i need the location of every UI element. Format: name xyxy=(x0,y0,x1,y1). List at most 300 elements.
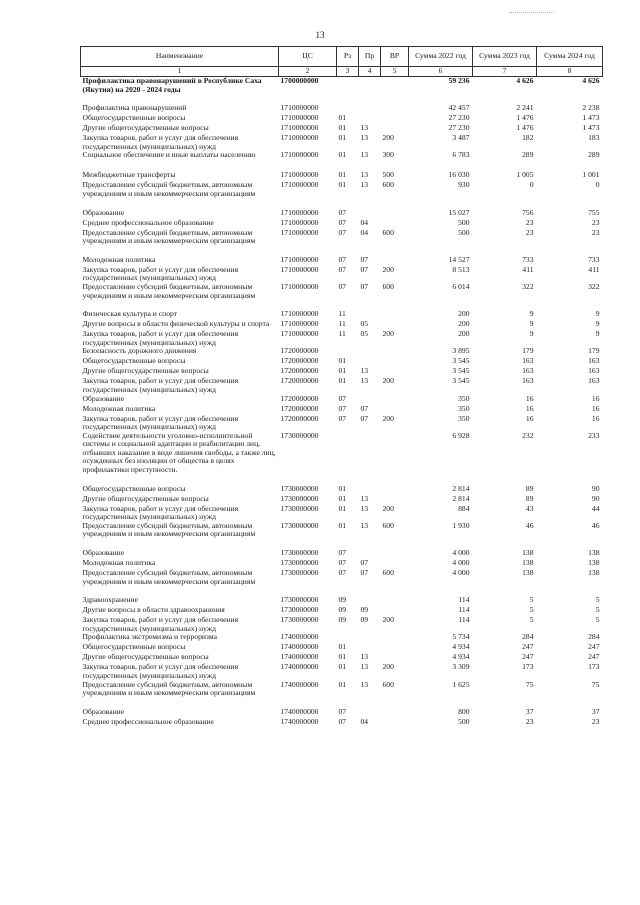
column-number: 6 xyxy=(409,67,473,77)
cell-cs: 1740000000 xyxy=(280,679,319,689)
header-sum-2022: Сумма 2022 год xyxy=(409,47,473,67)
cell-rz: 11 xyxy=(338,319,346,329)
cell-sum-2022: 200 xyxy=(458,329,470,339)
cell-name: Профилактика правонарушений xyxy=(82,103,187,113)
cell-sum-2022: 27 230 xyxy=(448,113,470,123)
cell-vr: 200 xyxy=(382,329,394,339)
cell-sum-2022: 6 928 xyxy=(452,430,470,440)
cell-sum-2022: 114 xyxy=(458,605,470,615)
cell-cs: 1730000000 xyxy=(280,568,319,578)
table-body xyxy=(81,77,603,728)
cell-pr: 09 xyxy=(360,605,369,615)
header-name: Наименование xyxy=(81,47,279,67)
cell-pr: 07 xyxy=(360,558,369,568)
cell-pr xyxy=(359,347,381,357)
cell-pr xyxy=(359,77,381,95)
cell-sum-2024: 247 xyxy=(588,642,600,652)
column-number: 5 xyxy=(381,67,409,77)
cell-pr xyxy=(359,395,381,405)
cell-vr xyxy=(381,485,409,495)
cell-sum-2022: 350 xyxy=(458,413,470,423)
cell-name: Образование xyxy=(82,548,125,558)
cell-rz: 01 xyxy=(338,356,347,366)
cell-vr: 200 xyxy=(382,264,394,274)
cell-sum-2024: 138 xyxy=(588,558,600,568)
column-number: 7 xyxy=(473,67,537,77)
cell-vr xyxy=(381,114,409,124)
cell-sum-2023: 756 xyxy=(522,207,534,217)
cell-rz: 07 xyxy=(338,207,347,217)
cell-rz: 07 xyxy=(338,706,347,716)
cell-rz: 01 xyxy=(338,662,347,672)
cell-sum-2023: 322 xyxy=(522,281,534,291)
cell-sum-2024: 289 xyxy=(588,150,600,160)
cell-sum-2024: 284 xyxy=(588,632,600,642)
cell-vr xyxy=(381,347,409,357)
cell-sum-2023: 5 xyxy=(529,615,534,625)
header-pr: Пр xyxy=(359,47,381,67)
cell-pr: 13 xyxy=(360,679,369,689)
cell-vr xyxy=(381,405,409,415)
cell-rz: 09 xyxy=(338,615,347,625)
cell-sum-2024: 9 xyxy=(595,309,600,319)
cell-sum-2022: 500 xyxy=(458,716,470,726)
cell-rz: 07 xyxy=(338,548,347,558)
cell-name: Другие общегосударственные вопросы xyxy=(82,123,209,133)
cell-name: Среднее профессиональное образование xyxy=(82,217,214,227)
cell-sum-2022: 3 545 xyxy=(452,356,470,366)
cell-rz: 09 xyxy=(338,605,347,615)
column-number: 3 xyxy=(337,67,359,77)
cell-sum-2023: 9 xyxy=(529,309,534,319)
cell-rz: 01 xyxy=(338,520,347,530)
cell-pr xyxy=(359,104,381,114)
cell-cs: 1720000000 xyxy=(280,346,319,356)
cell-name: Предоставление субсидий бюджетным, автономным учреждениям и иным некоммерческим организациям xyxy=(82,679,256,698)
cell-sum-2023: 179 xyxy=(522,346,534,356)
cell-sum-2022: 1 930 xyxy=(452,520,470,530)
cell-vr: 600 xyxy=(382,679,394,689)
cell-sum-2022: 2 814 xyxy=(452,493,470,503)
cell-sum-2022: 4 000 xyxy=(452,568,470,578)
cell-pr: 05 xyxy=(360,319,369,329)
cell-sum-2024: 755 xyxy=(588,207,600,217)
cell-sum-2023: 1 005 xyxy=(516,170,534,180)
cell-sum-2024: 23 xyxy=(591,217,600,227)
cell-sum-2024: 4 626 xyxy=(582,76,600,85)
cell-vr xyxy=(381,77,409,95)
cell-vr: 300 xyxy=(382,150,394,160)
cell-sum-2023: 232 xyxy=(522,430,534,440)
cell-sum-2022: 5 734 xyxy=(452,632,470,642)
cell-name: Предоставление субсидий бюджетным, автономным учреждениям и иным некоммерческим организациям xyxy=(82,281,256,300)
cell-sum-2022: 3 487 xyxy=(452,133,470,143)
cell-rz: 07 xyxy=(338,716,347,726)
cell-name: Образование xyxy=(82,706,125,716)
cell-sum-2024: 5 xyxy=(595,595,600,605)
cell-sum-2023: 9 xyxy=(529,319,534,329)
cell-sum-2022: 8 513 xyxy=(452,264,470,274)
cell-name: Молодежная политика xyxy=(82,558,156,568)
table-row xyxy=(81,616,603,633)
cell-pr: 04 xyxy=(360,217,369,227)
cell-vr xyxy=(381,718,409,728)
cell-name: Закупка товаров, работ и услуг для обеспечения государственных (муниципальных) нужд xyxy=(82,615,239,633)
cell-pr: 07 xyxy=(360,413,369,423)
cell-rz: 01 xyxy=(338,642,347,652)
scan-mark xyxy=(510,12,554,14)
cell-name: Предоставление субсидий бюджетным, автономным учреждениям и иным некоммерческим организациям xyxy=(82,520,256,539)
cell-cs: 1710000000 xyxy=(280,254,319,264)
cell-cs: 1740000000 xyxy=(280,652,319,662)
cell-sum-2022: 114 xyxy=(458,595,470,605)
cell-sum-2022: 3 309 xyxy=(452,662,470,672)
table-row xyxy=(81,663,603,680)
cell-vr xyxy=(381,357,409,367)
cell-name: Предоставление субсидий бюджетным, автономным учреждениям и иным некоммерческим организациям xyxy=(82,180,256,198)
cell-name: Предоставление субсидий бюджетным, автономным учреждениям и иным некоммерческим организациям xyxy=(82,227,256,246)
table-row xyxy=(81,395,603,405)
page-number: 13 xyxy=(315,30,325,40)
cell-sum-2024: 1 473 xyxy=(582,123,600,133)
cell-pr: 13 xyxy=(360,366,369,376)
cell-sum-2023: 2 241 xyxy=(516,103,534,113)
cell-cs: 1710000000 xyxy=(280,180,319,190)
cell-rz: 09 xyxy=(338,595,347,605)
cell-pr: 04 xyxy=(360,227,369,237)
cell-name: Содействие деятельности уголовно-исполнительной системы и социальной адаптации и реабилитации лиц, отбывших наказание в виде лишения свободы, а также лиц, осужденных без изоляции от общества в целях профилактики преступности. xyxy=(82,430,276,475)
cell-pr: 13 xyxy=(360,662,369,672)
cell-sum-2022: 114 xyxy=(458,615,470,625)
cell-sum-2023: 733 xyxy=(522,254,534,264)
cell-rz xyxy=(337,77,359,95)
cell-name: Профилактика правонарушений в Республике Саха (Якутия) на 2020 - 2024 годы xyxy=(82,76,262,94)
cell-pr: 13 xyxy=(360,180,369,190)
cell-sum-2022: 3 895 xyxy=(452,346,470,356)
cell-sum-2022: 2 814 xyxy=(452,483,470,493)
cell-vr xyxy=(381,708,409,718)
cell-vr xyxy=(381,209,409,219)
cell-sum-2022: 15 027 xyxy=(448,207,470,217)
cell-sum-2023: 411 xyxy=(522,264,534,274)
cell-name: Другие вопросы в области здравоохранения xyxy=(82,605,225,615)
cell-rz: 01 xyxy=(338,133,347,143)
cell-sum-2023: 5 xyxy=(529,605,534,615)
cell-rz: 07 xyxy=(338,264,347,274)
cell-sum-2024: 44 xyxy=(591,503,600,513)
cell-name: Профилактика экстремизма и терроризма xyxy=(82,632,217,642)
cell-name: Другие вопросы в области физической культуры и спорта xyxy=(82,319,270,329)
cell-sum-2024: 9 xyxy=(595,329,600,339)
cell-pr: 07 xyxy=(360,281,369,291)
cell-cs: 1710000000 xyxy=(280,227,319,237)
cell-cs: 1730000000 xyxy=(280,558,319,568)
cell-sum-2023: 89 xyxy=(525,493,534,503)
cell-sum-2024: 322 xyxy=(588,281,600,291)
column-number-row xyxy=(81,67,603,77)
cell-rz: 11 xyxy=(338,309,346,319)
cell-rz: 01 xyxy=(338,503,347,513)
cell-cs: 1710000000 xyxy=(280,329,319,339)
cell-cs: 1710000000 xyxy=(280,170,319,180)
table-row xyxy=(81,718,603,728)
cell-sum-2023: 9 xyxy=(529,329,534,339)
cell-cs: 1730000000 xyxy=(280,615,319,625)
cell-cs: 1720000000 xyxy=(280,413,319,423)
cell-cs: 1740000000 xyxy=(280,706,319,716)
cell-rz: 07 xyxy=(338,393,347,403)
cell-sum-2024: 23 xyxy=(591,227,600,237)
cell-sum-2024: 37 xyxy=(591,706,600,716)
cell-name: Закупка товаров, работ и услуг для обеспечения государственных (муниципальных) нужд xyxy=(82,376,239,394)
cell-sum-2024: 138 xyxy=(588,568,600,578)
cell-vr: 200 xyxy=(382,503,394,513)
cell-sum-2024: 46 xyxy=(591,520,600,530)
cell-cs: 1720000000 xyxy=(280,403,319,413)
cell-cs: 1730000000 xyxy=(280,595,319,605)
column-number: 2 xyxy=(279,67,337,77)
cell-sum-2022: 1 625 xyxy=(452,679,470,689)
cell-name: Общегосударственные вопросы xyxy=(82,642,186,652)
cell-sum-2022: 4 000 xyxy=(452,548,470,558)
cell-sum-2024: 0 xyxy=(595,180,600,190)
cell-rz: 01 xyxy=(338,123,347,133)
cell-vr: 600 xyxy=(382,281,394,291)
header-sum-2023: Сумма 2023 год xyxy=(473,47,537,67)
cell-sum-2022: 6 014 xyxy=(452,281,470,291)
cell-sum-2023: 4 626 xyxy=(516,76,534,85)
cell-pr: 07 xyxy=(360,403,369,413)
cell-pr: 07 xyxy=(360,264,369,274)
cell-sum-2023: 138 xyxy=(522,568,534,578)
cell-vr: 200 xyxy=(382,662,394,672)
cell-rz: 01 xyxy=(338,376,347,386)
cell-sum-2024: 179 xyxy=(588,346,600,356)
cell-sum-2024: 163 xyxy=(588,356,600,366)
cell-cs: 1710000000 xyxy=(280,133,319,143)
cell-sum-2023: 43 xyxy=(525,503,534,513)
cell-name: Общегосударственные вопросы xyxy=(82,483,186,493)
cell-rz: 07 xyxy=(338,558,347,568)
cell-cs: 1710000000 xyxy=(280,319,319,329)
header-sum-2024: Сумма 2024 год xyxy=(537,47,603,67)
table-row xyxy=(81,181,603,198)
cell-sum-2022: 500 xyxy=(458,227,470,237)
cell-rz: 07 xyxy=(338,217,347,227)
cell-rz: 01 xyxy=(338,493,347,503)
cell-rz: 07 xyxy=(338,227,347,237)
cell-sum-2022: 4 934 xyxy=(452,652,470,662)
cell-vr: 600 xyxy=(382,520,394,530)
cell-sum-2024: 9 xyxy=(595,319,600,329)
table-row xyxy=(81,569,603,586)
cell-vr: 200 xyxy=(382,413,394,423)
budget-table xyxy=(80,46,603,728)
cell-name: Образование xyxy=(82,393,125,403)
cell-sum-2023: 1 476 xyxy=(516,113,534,123)
cell-sum-2023: 46 xyxy=(525,520,534,530)
cell-sum-2023: 163 xyxy=(522,356,534,366)
cell-vr xyxy=(381,596,409,606)
cell-sum-2024: 16 xyxy=(591,403,600,413)
cell-sum-2022: 42 457 xyxy=(448,103,470,113)
cell-name: Молодежная политика xyxy=(82,403,156,413)
cell-sum-2022: 27 230 xyxy=(448,123,470,133)
table-row xyxy=(81,330,603,347)
cell-pr: 13 xyxy=(360,150,369,160)
cell-rz: 07 xyxy=(338,568,347,578)
cell-vr xyxy=(381,549,409,559)
table-row xyxy=(81,405,603,415)
cell-pr: 13 xyxy=(360,170,369,180)
column-number: 8 xyxy=(537,67,603,77)
cell-rz: 11 xyxy=(338,329,346,339)
cell-cs: 1710000000 xyxy=(280,309,319,319)
cell-cs: 1710000000 xyxy=(280,113,319,123)
cell-sum-2022: 3 545 xyxy=(452,366,470,376)
cell-sum-2024: 2 238 xyxy=(582,103,600,113)
cell-sum-2022: 350 xyxy=(458,403,470,413)
cell-sum-2023: 289 xyxy=(522,150,534,160)
cell-pr: 09 xyxy=(360,615,369,625)
cell-rz: 07 xyxy=(338,281,347,291)
cell-rz: 01 xyxy=(338,366,347,376)
cell-sum-2022: 500 xyxy=(458,217,470,227)
cell-name: Общегосударственные вопросы xyxy=(82,356,186,366)
cell-cs: 1710000000 xyxy=(280,264,319,274)
cell-name: Закупка товаров, работ и услуг для обеспечения государственных (муниципальных) нужд xyxy=(82,662,239,680)
cell-rz: 01 xyxy=(338,483,347,493)
cell-sum-2023: 247 xyxy=(522,652,534,662)
cell-pr: 07 xyxy=(360,254,369,264)
cell-name: Другие общегосударственные вопросы xyxy=(82,366,209,376)
cell-sum-2023: 247 xyxy=(522,642,534,652)
cell-vr: 200 xyxy=(382,615,394,625)
cell-pr: 05 xyxy=(360,329,369,339)
cell-cs: 1740000000 xyxy=(280,642,319,652)
cell-pr xyxy=(359,432,381,475)
cell-vr: 500 xyxy=(382,170,394,180)
cell-sum-2024: 90 xyxy=(591,493,600,503)
cell-sum-2022: 4 000 xyxy=(452,558,470,568)
table-row xyxy=(81,522,603,539)
cell-rz: 01 xyxy=(338,180,347,190)
table-row xyxy=(81,229,603,246)
cell-name: Безопасность дорожного движения xyxy=(82,346,197,356)
table-row xyxy=(81,266,603,283)
cell-vr: 200 xyxy=(382,133,394,143)
cell-sum-2022: 3 545 xyxy=(452,376,470,386)
cell-vr: 200 xyxy=(382,376,394,386)
table-row xyxy=(81,283,603,300)
header-rz: Рз xyxy=(337,47,359,67)
cell-sum-2022: 200 xyxy=(458,309,470,319)
cell-sum-2023: 163 xyxy=(522,376,534,386)
cell-name: Образование xyxy=(82,207,125,217)
cell-sum-2024: 90 xyxy=(591,483,600,493)
cell-sum-2023: 16 xyxy=(525,403,534,413)
cell-sum-2024: 233 xyxy=(588,430,600,440)
cell-sum-2023: 163 xyxy=(522,366,534,376)
cell-name: Среднее профессиональное образование xyxy=(82,716,214,726)
cell-name: Другие общегосударственные вопросы xyxy=(82,493,209,503)
cell-vr xyxy=(381,310,409,320)
cell-name: Молодежная политика xyxy=(82,254,156,264)
cell-name: Другие общегосударственные вопросы xyxy=(82,652,209,662)
cell-sum-2022: 800 xyxy=(458,706,470,716)
cell-pr: 13 xyxy=(360,493,369,503)
cell-rz: 07 xyxy=(338,403,347,413)
table-row xyxy=(81,77,603,95)
cell-sum-2022: 6 783 xyxy=(452,150,470,160)
cell-sum-2024: 1 001 xyxy=(582,170,600,180)
cell-pr: 13 xyxy=(360,520,369,530)
cell-sum-2023: 16 xyxy=(525,393,534,403)
cell-vr xyxy=(381,633,409,643)
cell-cs: 1730000000 xyxy=(280,493,319,503)
cell-sum-2022: 16 030 xyxy=(448,170,470,180)
cell-sum-2024: 75 xyxy=(591,679,600,689)
cell-cs: 1710000000 xyxy=(280,281,319,291)
cell-cs: 1730000000 xyxy=(280,483,319,493)
cell-rz: 07 xyxy=(338,254,347,264)
cell-vr xyxy=(381,104,409,114)
cell-sum-2022: 4 934 xyxy=(452,642,470,652)
cell-sum-2023: 89 xyxy=(525,483,534,493)
cell-sum-2023: 16 xyxy=(525,413,534,423)
cell-sum-2022: 200 xyxy=(458,319,470,329)
cell-cs: 1710000000 xyxy=(280,217,319,227)
cell-name: Закупка товаров, работ и услуг для обеспечения государственных (муниципальных) нужд xyxy=(82,503,239,522)
cell-sum-2024: 16 xyxy=(591,413,600,423)
cell-pr: 13 xyxy=(360,123,369,133)
cell-rz xyxy=(337,432,359,475)
cell-sum-2022: 14 527 xyxy=(448,254,470,264)
cell-sum-2024: 411 xyxy=(588,264,600,274)
table-row xyxy=(81,134,603,151)
cell-name: Закупка товаров, работ и услуг для обеспечения государственных (муниципальных) нужд xyxy=(82,329,239,347)
cell-sum-2024: 1 473 xyxy=(582,113,600,123)
cell-sum-2022: 59 236 xyxy=(448,76,470,85)
cell-vr xyxy=(381,432,409,475)
table-row xyxy=(81,681,603,698)
cell-sum-2023: 5 xyxy=(529,595,534,605)
cell-name: Закупка товаров, работ и услуг для обеспечения государственных (муниципальных) нужд xyxy=(82,413,239,432)
cell-rz: 01 xyxy=(338,652,347,662)
cell-sum-2024: 173 xyxy=(588,662,600,672)
column-number: 1 xyxy=(81,67,279,77)
table-row xyxy=(81,432,603,475)
header-cs: ЦС xyxy=(279,47,337,67)
table-row xyxy=(81,151,603,161)
cell-name: Закупка товаров, работ и услуг для обеспечения государственных (муниципальных) нужд xyxy=(82,133,239,151)
cell-sum-2024: 5 xyxy=(595,605,600,615)
cell-pr: 13 xyxy=(360,133,369,143)
cell-name: Предоставление субсидий бюджетным, автономным учреждениям и иным некоммерческим организациям xyxy=(82,568,256,586)
cell-sum-2024: 16 xyxy=(591,393,600,403)
cell-cs: 1740000000 xyxy=(280,662,319,672)
cell-pr: 13 xyxy=(360,503,369,513)
cell-sum-2022: 930 xyxy=(458,180,470,190)
cell-cs: 1710000000 xyxy=(280,150,319,160)
cell-cs: 1700000000 xyxy=(280,76,319,85)
cell-rz: 07 xyxy=(338,413,347,423)
table-row xyxy=(81,377,603,394)
cell-pr: 13 xyxy=(360,376,369,386)
cell-cs: 1730000000 xyxy=(280,548,319,558)
cell-sum-2023: 1 476 xyxy=(516,123,534,133)
cell-sum-2023: 182 xyxy=(522,133,534,143)
